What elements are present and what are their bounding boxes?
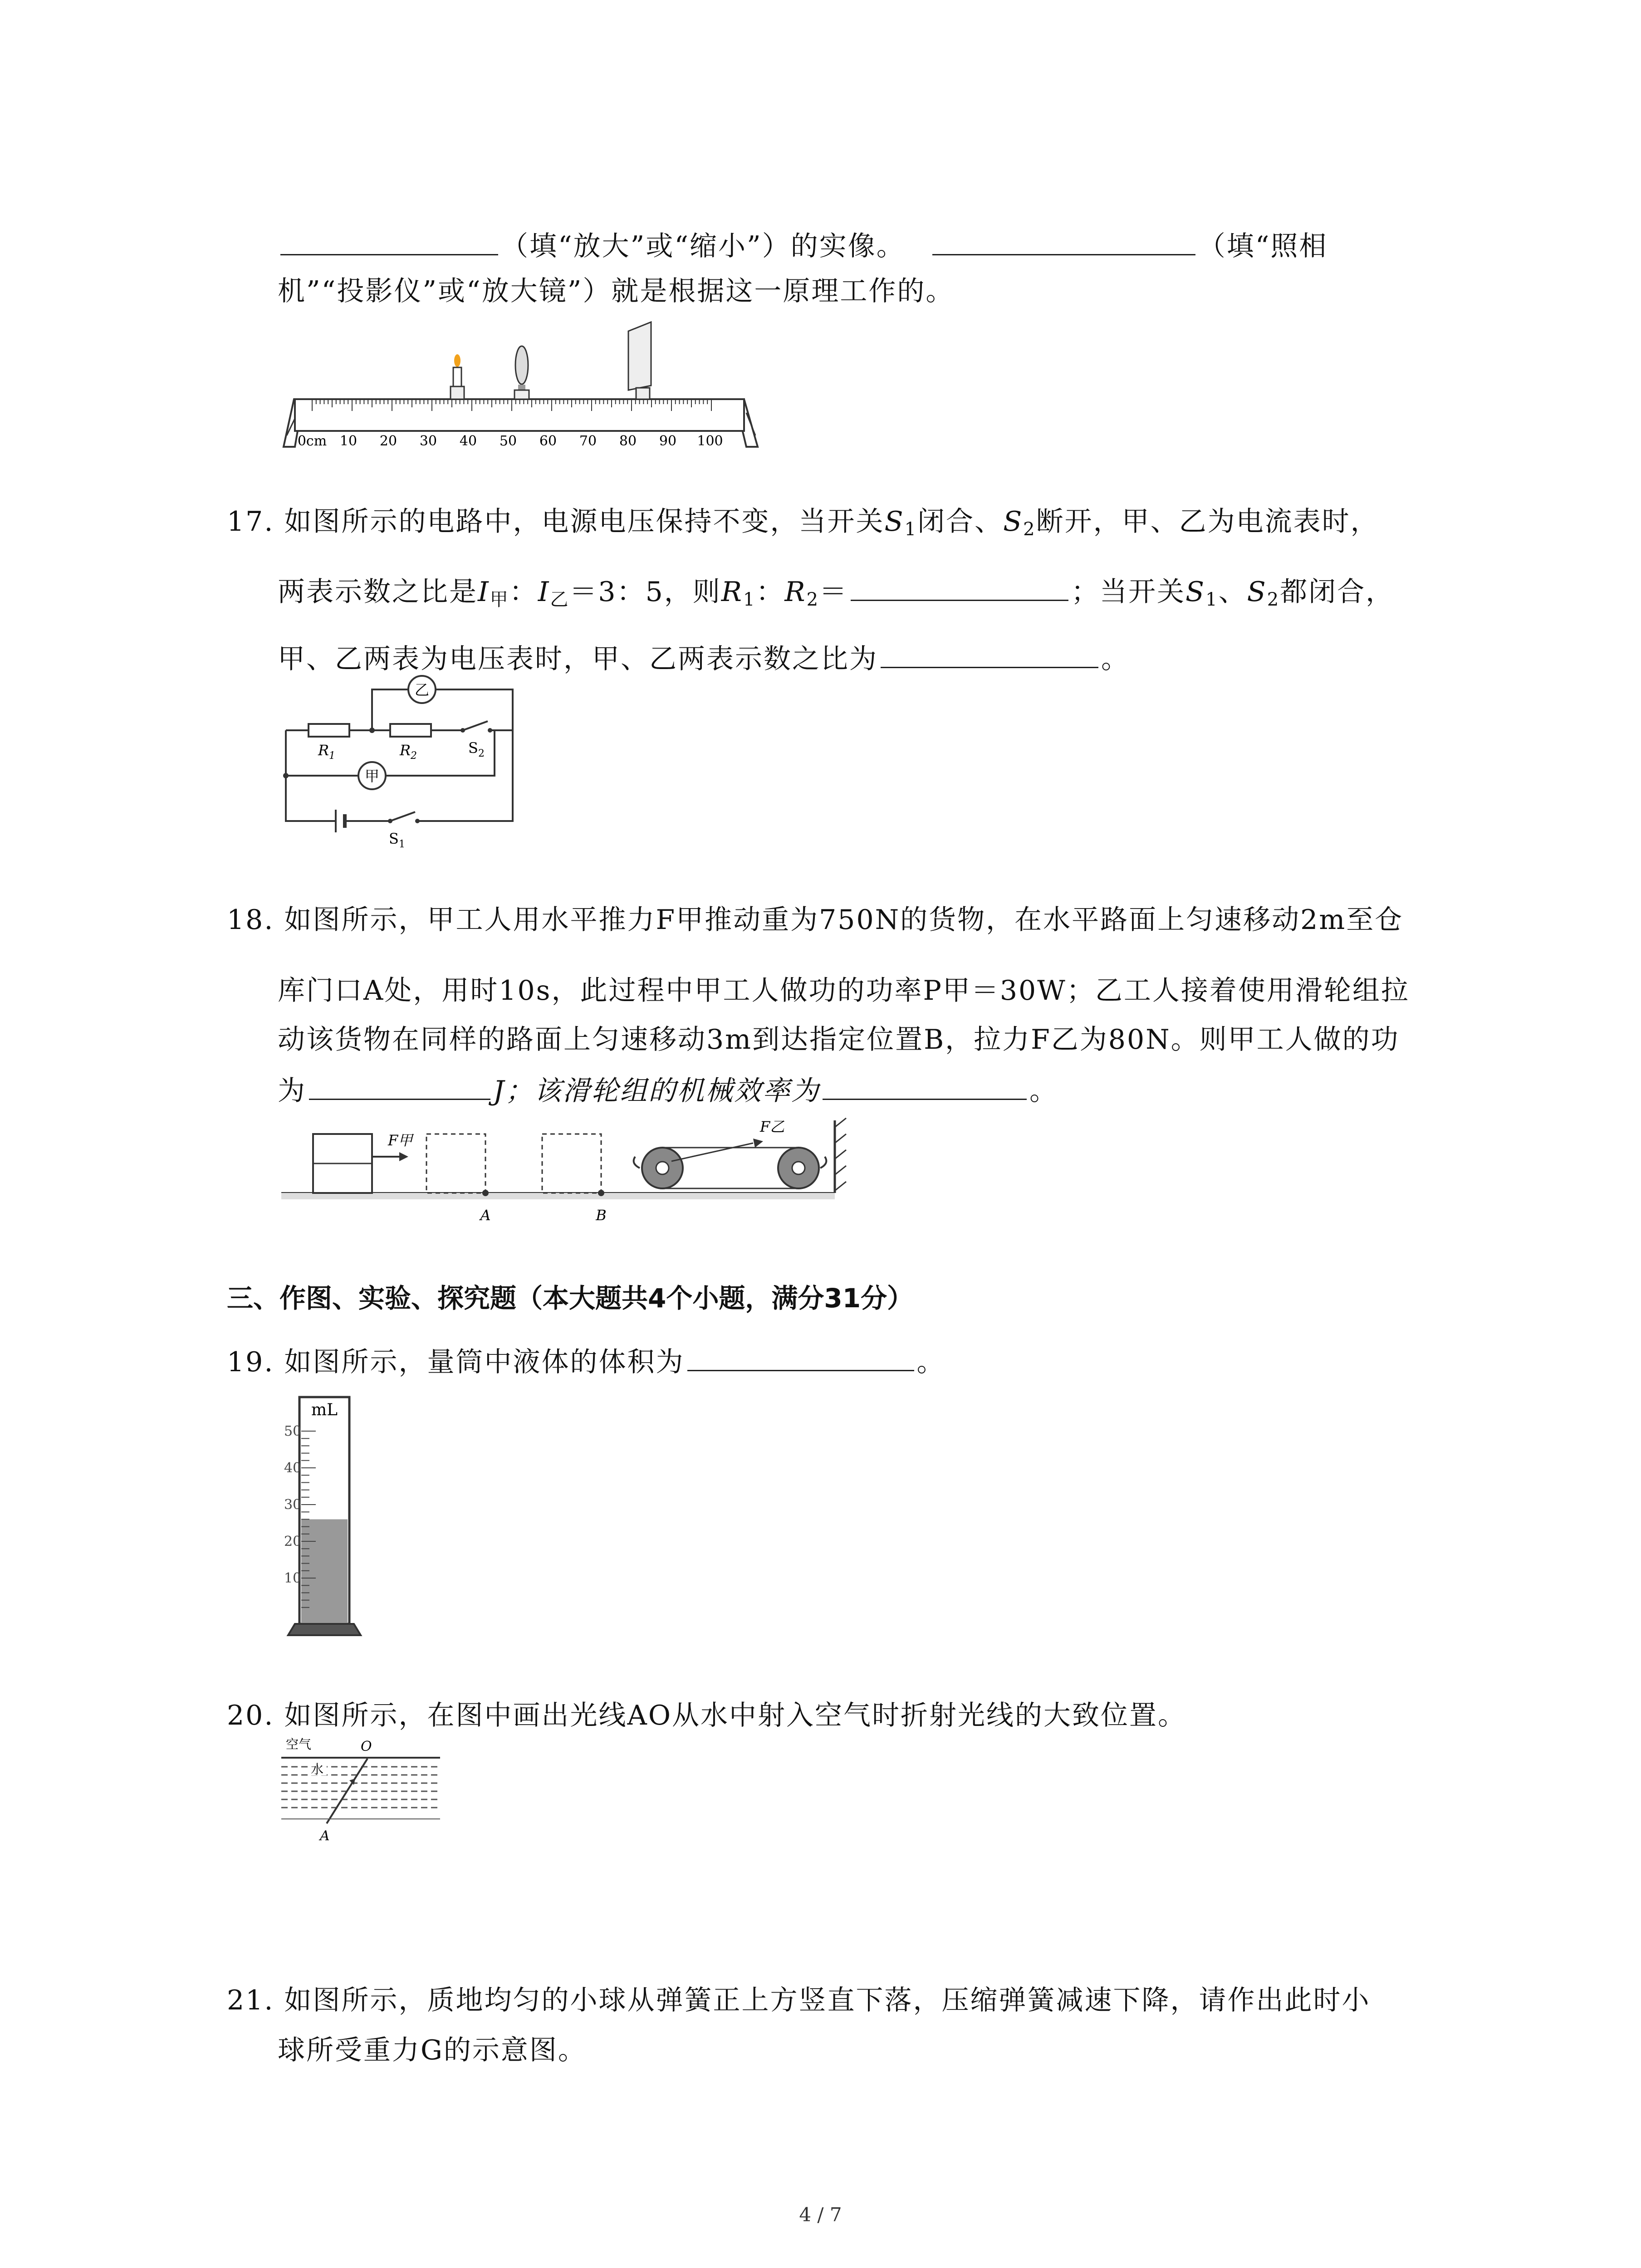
- q17-line-3: 甲、乙两表为电压表时，甲、乙两表示数之比为 。: [278, 640, 1130, 678]
- wall-icon: [835, 1118, 846, 1193]
- ruler-tick-label: 10: [339, 433, 358, 449]
- label-air: 空气: [286, 1737, 312, 1752]
- ruler-tick-label: 0cm: [297, 433, 327, 449]
- q18-line-3: 动该货物在同样的路面上匀速移动3m到达指定位置B，拉力F乙为80N。则甲工人做的功: [278, 1024, 1400, 1056]
- ruler-tick-label: 90: [659, 433, 677, 449]
- ruler-tick-label: 80: [619, 433, 637, 449]
- movable-pulley-icon: [634, 1148, 683, 1188]
- ground-hatch: [281, 1193, 835, 1199]
- q16-answer-blank-1[interactable]: [280, 227, 498, 255]
- ruler-tick-label: 50: [499, 433, 517, 449]
- point-b: [598, 1190, 604, 1196]
- circuit-wire: [417, 689, 513, 821]
- ruler-tick-labels: [298, 433, 723, 449]
- svg-text:S2: $S_2$: [468, 739, 485, 759]
- light-screen-icon: [628, 322, 651, 399]
- water-dashes: [281, 1767, 440, 1808]
- svg-text:乙: 乙: [414, 681, 430, 699]
- ruler-tick-label: 30: [419, 433, 437, 449]
- cylinder-base: [288, 1624, 361, 1635]
- svg-text:甲: 甲: [364, 767, 380, 785]
- q18-line-2: 库门口A处，用时10s，此过程中甲工人做功的功率P甲＝30W；乙工人接着使用滑轮组拉: [278, 975, 1410, 1007]
- q18-number: 18.: [227, 904, 274, 936]
- switch-s2: [460, 721, 492, 759]
- q21-line-2: 球所受重力G的示意图。: [278, 2034, 587, 2066]
- graduated-cylinder-figure: [281, 1388, 372, 1642]
- switch-s1: [388, 812, 420, 850]
- meter-yi: [408, 676, 436, 703]
- q16-line-1: [278, 227, 1327, 265]
- cylinder-tick-label: 10: [284, 1570, 302, 1586]
- label-water: 水: [311, 1762, 324, 1777]
- q17-answer-blank-1[interactable]: [851, 572, 1068, 601]
- refraction-figure: [281, 1735, 445, 1844]
- label-o: O: [361, 1739, 372, 1755]
- junction-dot: [283, 773, 289, 778]
- point-a: [482, 1190, 489, 1196]
- q18-answer-blank-2[interactable]: [823, 1071, 1027, 1100]
- q19-answer-blank[interactable]: [687, 1343, 914, 1371]
- cargo-box: [313, 1134, 372, 1193]
- ruler-tick-label: 100: [697, 433, 723, 449]
- force-f-jia-arrow: [372, 1132, 414, 1161]
- battery-icon: [336, 810, 354, 832]
- cylinder-tick-label: 20: [284, 1534, 302, 1549]
- q17-answer-blank-2[interactable]: [881, 640, 1098, 668]
- resistor-r1: [309, 724, 349, 762]
- fixed-pulley-icon: [778, 1148, 826, 1188]
- meter-jia: [358, 762, 386, 789]
- q20-number: 20.: [227, 1700, 274, 1731]
- circuit-diagram: [281, 676, 517, 848]
- junction-dot: [369, 728, 375, 733]
- pulley-figure: [281, 1111, 853, 1229]
- cylinder-tick-label: 50: [284, 1423, 302, 1439]
- cylinder-tick-label: 30: [284, 1497, 302, 1513]
- cylinder-unit: mL: [311, 1401, 338, 1419]
- svg-text:F甲: F甲: [388, 1132, 413, 1149]
- ruler-tick-label: 60: [539, 433, 557, 449]
- dashed-box-a: [426, 1134, 485, 1193]
- q21-line-1: 21. 如图所示，质地均匀的小球从弹簧正上方竖直下落，压缩弹簧减速下降，请作出此时小: [227, 1984, 1371, 2016]
- section-3-heading: 三、作图、实验、探究题（本大题共4个小题，满分31分）: [227, 1283, 914, 1314]
- label-b: B: [596, 1207, 607, 1224]
- svg-text:F乙: F乙: [760, 1118, 785, 1135]
- q21-number: 21.: [227, 1984, 274, 2016]
- q19-number: 19.: [227, 1346, 274, 1378]
- label-a: A: [480, 1207, 491, 1224]
- q20-line: 20. 如图所示，在图中画出光线AO从水中射入空气时折射光线的大致位置。: [227, 1700, 1187, 1731]
- convex-lens-icon: [514, 346, 529, 399]
- resistor-r2: [390, 724, 431, 762]
- q16-line-2: 机”“投影仪”或“放大镜”）就是根据这一原理工作的。: [278, 275, 955, 307]
- svg-text:S1: $S_1$: [389, 830, 405, 850]
- q18-line-4: 为 J；该滑轮组的机械效率为 。: [278, 1071, 1058, 1110]
- q18-line-1: 18. 如图所示，甲工人用水平推力F甲推动重为750N的货物，在水平路面上匀速移动2m至仓: [227, 904, 1404, 936]
- candle-icon: [451, 354, 464, 399]
- ruler-tick-label: 20: [379, 433, 397, 449]
- svg-text:R2: $R_2$: [399, 742, 417, 762]
- q17-number: 17.: [227, 506, 274, 538]
- q16-text-1: （填“放大”或“缩小”）的实像。: [501, 230, 905, 262]
- dashed-box-b: [542, 1134, 601, 1193]
- q18-answer-blank-1[interactable]: [309, 1071, 490, 1100]
- page-number: 4 / 7: [799, 2204, 842, 2226]
- q17-line-1: 17. 如图所示的电路中，电源电压保持不变，当开关$S_1$闭合、$S_2$断开，甲、乙为电流表时，: [227, 506, 1379, 540]
- optical-bench-figure: [281, 345, 762, 454]
- cylinder-tick-label: 40: [284, 1460, 302, 1476]
- q16-answer-blank-2[interactable]: [932, 227, 1195, 255]
- force-f-yi-arrow: [753, 1118, 784, 1148]
- svg-text:R1: $R_1$: [318, 742, 336, 762]
- label-a-point: A: [320, 1828, 330, 1844]
- q17-line-2: 两表示数之比是$I_甲$：$I_乙=3$：5，则$R_1$：$R_2=$ ；当开关$S_1$、$S_2$都闭合，: [278, 572, 1394, 619]
- ruler-tick-label: 40: [459, 433, 477, 449]
- ruler-tick-label: 70: [579, 433, 597, 449]
- q16-text-2: （填“照相: [1198, 230, 1328, 262]
- q19-line: 19. 如图所示，量筒中液体的体积为 。: [227, 1343, 945, 1381]
